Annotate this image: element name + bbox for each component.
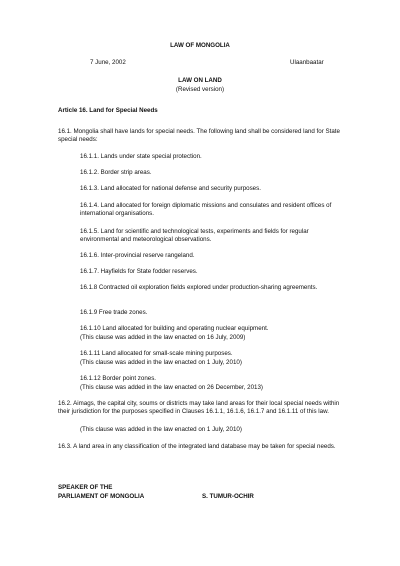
clause-16-1-11: 16.1.11 Land allocated for small-scale mining purposes. [80,350,233,357]
clause-16-1-12: 16.1.12 Border point zones. [80,375,157,382]
clause-16-1-4: 16.1.4. Land allocated for foreign diplomatic missions and consulates and resident offices of international organisations. [80,202,332,218]
signature-title-line2: PARLIAMENT OF MONGOLIA [58,493,145,500]
paragraph-16-2-note: (This clause was added in the law enacted on 1 July, 2010) [80,426,242,433]
clause-16-1-10-note: (This clause was added in the law enacted on 16 July, 2009) [80,334,246,341]
enactment-date: 7 June, 2002 [90,59,126,66]
clause-16-1-9: 16.1.9 Free trade zones. [80,309,148,316]
clause-16-1-2: 16.1.2. Border strip areas. [80,169,152,176]
clause-16-1-7: 16.1.7. Hayfields for State fodder reserves. [80,268,198,275]
clause-16-1-10: 16.1.10 Land allocated for building and operating nuclear equipment. [80,325,269,332]
paragraph-16-2: 16.2. Aimags, the capital city, soums or districts may take land areas for their local special needs within their jurisdiction for the purposes specified in Clauses 16.1.1, 16.1.6, 16.1.7 and 16.1.11 of this law. [58,400,340,416]
clause-16-1-1: 16.1.1. Lands under state special protection. [80,153,202,160]
clause-16-1-6: 16.1.6. Inter-provincial reserve rangeland. [80,252,195,259]
article-heading: Article 16. Land for Special Needs [58,107,158,114]
clause-16-1-3: 16.1.3. Land allocated for national defense and security purposes. [80,185,261,192]
signatory-name: S. TUMUR-OCHIR [202,493,254,500]
document-title: LAW OF MONGOLIA [170,42,230,49]
clause-16-1-8: 16.1.8 Contracted oil exploration fields explored under production-sharing agreements. [80,284,318,291]
clause-16-1-12-note: (This clause was added in the law enacted on 26 December, 2013) [80,384,263,391]
law-name: LAW ON LAND [178,77,222,84]
enactment-place: Ulaanbaatar [290,59,324,66]
paragraph-16-1: 16.1. Mongolia shall have lands for special needs. The following land shall be considered land for State special needs: [58,128,340,144]
revised-version: (Revised version) [175,86,225,93]
clause-16-1-11-note: (This clause was added in the law enacted on 1 July, 2010) [80,359,242,366]
clause-16-1-5: 16.1.5. Land for scientific and technological tests, experiments and fields for regular environmental and meteorological observations. [80,228,309,244]
paragraph-16-3: 16.3. A land area in any classification of the integrated land database may be taken for special needs. [58,443,336,450]
signature-title-line1: SPEAKER OF THE [58,484,113,491]
